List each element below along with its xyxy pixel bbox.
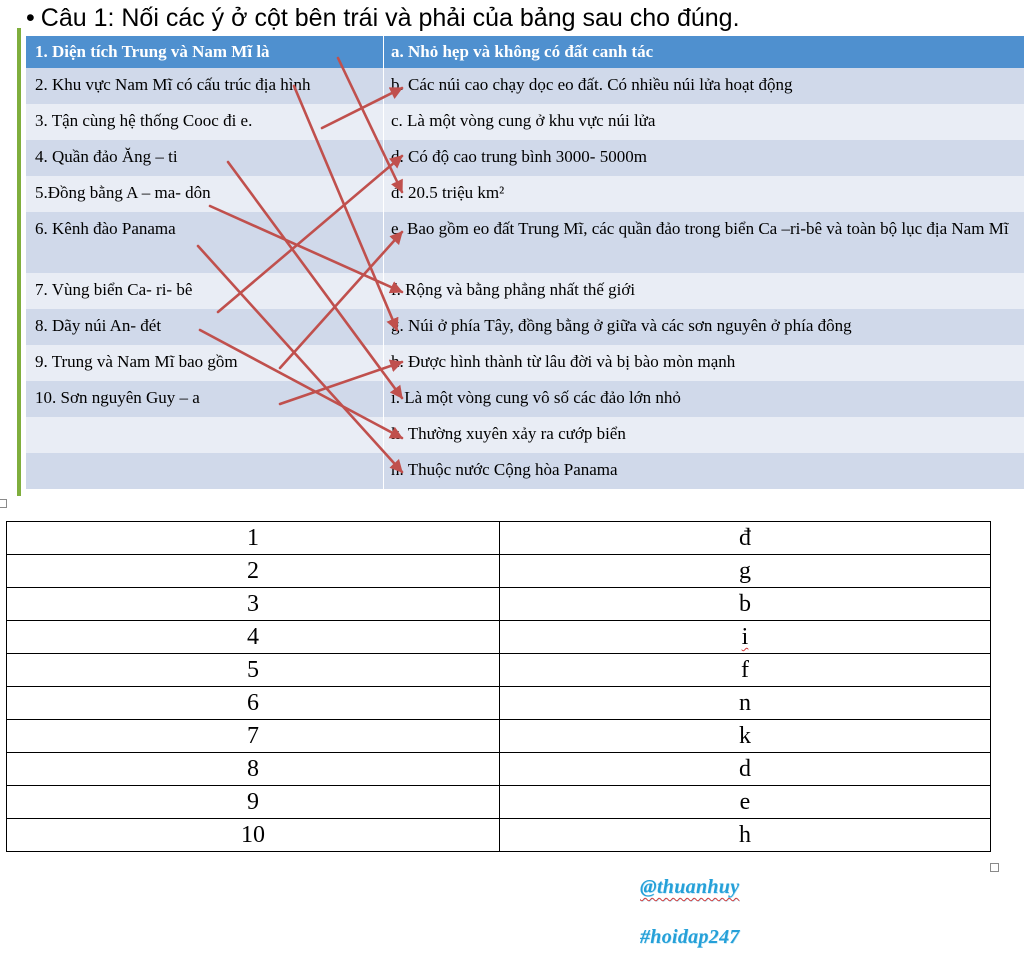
matching-row	[26, 309, 1024, 345]
bullet-icon: •	[26, 4, 35, 32]
matching-cell-left: 2. Khu vực Nam Mĩ có cấu trúc địa hình	[26, 68, 384, 104]
matching-cell-left	[26, 453, 384, 489]
answer-letter: n	[739, 690, 751, 716]
matching-cell-left: 3. Tận cùng hệ thống Cooc đi e.	[26, 104, 384, 140]
answer-table	[6, 521, 991, 852]
matching-cell-left: 4. Quần đảo Ăng – ti	[26, 140, 384, 176]
answer-row	[7, 654, 991, 687]
answer-number-cell: 10	[7, 819, 500, 852]
answer-letter: đ	[739, 525, 751, 551]
table-resize-handle[interactable]	[990, 863, 999, 872]
answer-row	[7, 522, 991, 555]
matching-cell-right: k. Thường xuyên xảy ra cướp biển	[391, 424, 626, 443]
answer-number-cell: 8	[7, 753, 500, 786]
answer-number-cell: 9	[7, 786, 500, 819]
matching-cell-left: 6. Kênh đào Panama	[26, 212, 384, 273]
matching-cell-left: 5.Đồng bằng A – ma- dôn	[26, 176, 384, 212]
matching-row	[26, 345, 1024, 381]
matching-row	[26, 104, 1024, 140]
matching-cell-left: 8. Dãy núi An- đét	[26, 309, 384, 345]
answer-number-cell: 5	[7, 654, 500, 687]
answer-letter-cell	[500, 786, 991, 819]
answer-letter-cell	[500, 522, 991, 555]
answer-letter: i	[741, 624, 749, 650]
matching-cell-left: 7. Vùng biển Ca- ri- bê	[26, 273, 384, 309]
question-text: Câu 1: Nối các ý ở cột bên trái và phải của bảng sau cho đúng.	[40, 4, 740, 32]
answer-letter-cell	[500, 720, 991, 753]
answer-letter-cell	[500, 621, 991, 654]
matching-cell-left	[26, 417, 384, 453]
answer-letter: e	[739, 789, 751, 815]
matching-cell-right: b. Các núi cao chạy dọc eo đất. Có nhiều núi lửa hoạt động	[391, 75, 793, 94]
matching-cell-right: a. Nhỏ hẹp và không có đất canh tác	[391, 42, 654, 61]
answer-row	[7, 753, 991, 786]
answer-row	[7, 819, 991, 852]
matching-cell-right: f. Rộng và bằng phẳng nhất thế giới	[391, 280, 636, 299]
answer-row	[7, 555, 991, 588]
matching-cell-right: h. Được hình thành từ lâu đời và bị bào mòn mạnh	[391, 352, 736, 371]
answer-letter-cell	[500, 753, 991, 786]
matching-row	[26, 453, 1024, 489]
answer-number-cell: 1	[7, 522, 500, 555]
matching-table	[26, 36, 1024, 489]
answer-letter-cell	[500, 588, 991, 621]
matching-row	[26, 273, 1024, 309]
answer-letter: g	[739, 558, 751, 584]
matching-cell-right: g. Núi ở phía Tây, đồng bằng ở giữa và các sơn nguyên ở phía đông	[391, 316, 852, 335]
answer-letter-cell	[500, 687, 991, 720]
matching-cell-right: i. Là một vòng cung vô số các đảo lớn nhỏ	[391, 388, 681, 407]
answer-letter-cell	[500, 819, 991, 852]
matching-row	[26, 68, 1024, 104]
answer-letter-cell	[500, 555, 991, 588]
answer-row	[7, 621, 991, 654]
matching-cell-left: 1. Diện tích Trung và Nam Mĩ là	[26, 36, 384, 68]
answer-row	[7, 720, 991, 753]
matching-row	[26, 417, 1024, 453]
matching-cell-left: 10. Sơn nguyên Guy – a	[26, 381, 384, 417]
answer-letter: h	[739, 822, 751, 848]
answer-number-cell: 6	[7, 687, 500, 720]
slide-accent-bar	[17, 28, 21, 496]
watermark-tag: #hoidap247	[640, 926, 740, 948]
answer-letter-cell	[500, 654, 991, 687]
answer-row	[7, 588, 991, 621]
table-move-handle[interactable]	[0, 499, 7, 508]
answer-letter: k	[739, 723, 751, 749]
matching-cell-right: n. Thuộc nước Cộng hòa Panama	[391, 460, 618, 479]
answer-row	[7, 687, 991, 720]
answer-letter: f	[741, 657, 749, 683]
matching-row	[26, 176, 1024, 212]
matching-cell-right: đ. 20.5 triệu km²	[391, 183, 505, 202]
answer-letter: d	[739, 756, 751, 782]
matching-header-row	[26, 36, 1024, 68]
answer-letter: b	[739, 591, 751, 617]
answer-number-cell: 3	[7, 588, 500, 621]
matching-cell-right: e. Bao gồm eo đất Trung Mĩ, các quần đảo trong biển Ca –ri-bê và toàn bộ lục địa Nam Mĩ	[391, 219, 1009, 238]
matching-row	[26, 212, 1024, 273]
question-title	[26, 2, 740, 34]
answer-row	[7, 786, 991, 819]
matching-cell-right: d. Có độ cao trung bình 3000- 5000m	[391, 147, 647, 166]
answer-number-cell: 4	[7, 621, 500, 654]
answer-number-cell: 2	[7, 555, 500, 588]
matching-cell-left: 9. Trung và Nam Mĩ bao gồm	[26, 345, 384, 381]
matching-row	[26, 140, 1024, 176]
matching-row	[26, 381, 1024, 417]
watermark-author: @thuanhuy	[640, 876, 740, 898]
matching-cell-right: c. Là một vòng cung ở khu vực núi lửa	[391, 111, 656, 130]
answer-number-cell: 7	[7, 720, 500, 753]
